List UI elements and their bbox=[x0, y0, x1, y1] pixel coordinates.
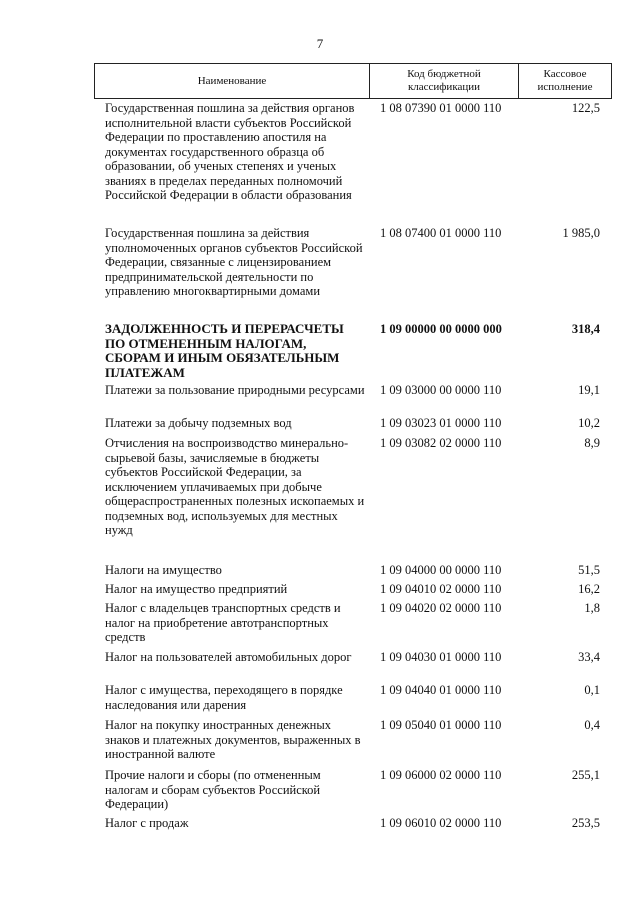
row-code: 1 09 06000 02 0000 110 bbox=[380, 768, 502, 782]
row-code: 1 09 04010 02 0000 110 bbox=[380, 582, 502, 596]
row-amount: 0,4 bbox=[584, 718, 600, 732]
row-amount: 10,2 bbox=[578, 416, 600, 430]
row-name: Налоги на имущество bbox=[105, 563, 222, 577]
row-amount: 122,5 bbox=[571, 101, 600, 115]
row-amount: 253,5 bbox=[571, 816, 600, 830]
row-code: 1 08 07400 01 0000 110 bbox=[380, 226, 502, 240]
row-name: Налог с продаж bbox=[105, 816, 189, 830]
row-code: 1 09 04030 01 0000 110 bbox=[380, 650, 502, 664]
row-name: Налог на имущество предприятий bbox=[105, 582, 288, 596]
row-amount: 318,4 bbox=[571, 322, 600, 336]
row-code: 1 09 03082 02 0000 110 bbox=[380, 436, 502, 450]
row-amount: 19,1 bbox=[578, 383, 600, 397]
page-number: 7 bbox=[316, 36, 324, 51]
row-name: Налог на пользователей автомобильных дорог bbox=[105, 650, 352, 664]
row-amount: 51,5 bbox=[578, 563, 600, 577]
row-code: 1 09 05040 01 0000 110 bbox=[380, 718, 502, 732]
row-code: 1 09 06010 02 0000 110 bbox=[380, 816, 502, 830]
row-name: Налог на покупку иностранных денежных знаков и платежных документов, выраженных в иностранной валюте bbox=[105, 718, 361, 761]
row-amount: 1,8 bbox=[584, 601, 600, 615]
header-amount: Кассовое исполнение bbox=[537, 68, 593, 93]
row-name: Прочие налоги и сборы (по отмененным налогам и сборам субъектов Российской Федерации) bbox=[105, 768, 321, 811]
row-name: Отчисления на воспроизводство минерально-сырьевой базы, зачисляемые в бюджеты субъектов Российской Федерации, за исключением уплачиваемых при добыче общераспространенных полезных ископаемых и подземных вод, используемых для местных нужд bbox=[105, 436, 365, 537]
row-code: 1 09 00000 00 0000 000 bbox=[380, 322, 502, 336]
row-amount: 1 985,0 bbox=[562, 226, 600, 240]
row-code: 1 09 03000 00 0000 110 bbox=[380, 383, 502, 397]
row-code: 1 08 07390 01 0000 110 bbox=[380, 101, 502, 115]
table-header bbox=[94, 63, 612, 99]
row-name: Налог с владельцев транспортных средств и налог на приобретение автотранспортных средств bbox=[105, 601, 341, 644]
row-name: Платежи за пользование природными ресурсами bbox=[105, 383, 365, 397]
row-amount: 255,1 bbox=[571, 768, 600, 782]
row-code: 1 09 03023 01 0000 110 bbox=[380, 416, 502, 430]
row-amount: 33,4 bbox=[578, 650, 600, 664]
row-amount: 8,9 bbox=[584, 436, 600, 450]
row-amount: 0,1 bbox=[584, 683, 600, 697]
row-name: Государственная пошлина за действия уполномоченных органов субъектов Российской Федерации, связанные с лицензированием предпринимательской деятельности по управлению многоквартирными домами bbox=[105, 226, 363, 298]
row-code: 1 09 04020 02 0000 110 bbox=[380, 601, 502, 615]
row-code: 1 09 04040 01 0000 110 bbox=[380, 683, 502, 697]
header-code: Код бюджетной классификации bbox=[370, 64, 519, 98]
row-name: ЗАДОЛЖЕННОСТЬ И ПЕРЕРАСЧЕТЫ ПО ОТМЕНЕННЫМ НАЛОГАМ, СБОРАМ И ИНЫМ ОБЯЗАТЕЛЬНЫМ ПЛАТЕЖАМ bbox=[105, 321, 344, 380]
row-code: 1 09 04000 00 0000 110 bbox=[380, 563, 502, 577]
row-name: Государственная пошлина за действия органов исполнительной власти субъектов Российской Федерации по проставлению апостиля на документах государственного образца об образовании, об ученых степенях и ученых званиях в пределах переданных полномочий Российской Федерации в области образования bbox=[105, 101, 355, 202]
row-name: Налог с имущества, переходящего в порядке наследования или дарения bbox=[105, 683, 343, 712]
row-name: Платежи за добычу подземных вод bbox=[105, 416, 292, 430]
header-name: Наименование bbox=[95, 64, 370, 98]
row-amount: 16,2 bbox=[578, 582, 600, 596]
